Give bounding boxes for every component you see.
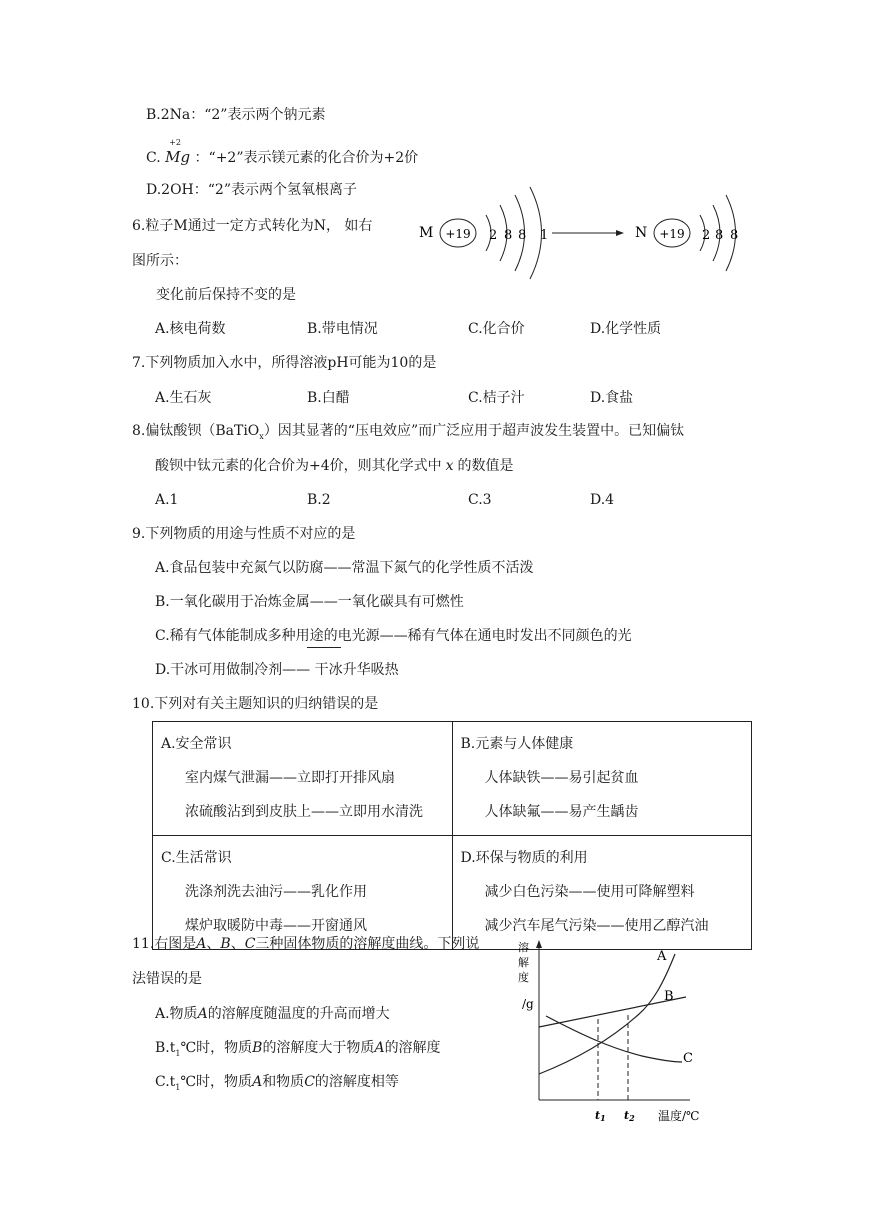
q10-cell-d-item-1: 减少白色污染——使用可降解塑料 <box>484 884 695 900</box>
x-tick-t1-sub: 1 <box>600 1113 606 1123</box>
q10-cell-a-item-2: 浓硫酸沾到到皮肤上——立即用水清洗 <box>185 804 423 820</box>
m-shell-electrons-4: 1 <box>540 228 549 243</box>
q11-option-c <box>155 1072 399 1098</box>
q6-option-b: B.带电情况 <box>307 321 378 337</box>
q6-option-d: D.化学性质 <box>590 321 662 337</box>
q10-cell-c-title: C.生活常识 <box>161 850 232 866</box>
curve-a <box>539 954 675 1074</box>
q11-stem-line1-b: 三种固体物质的溶解度曲线。下列说 <box>255 936 480 952</box>
q11-sep-1: 、 <box>206 936 221 952</box>
m-shell-electrons-2: 8 <box>504 228 513 243</box>
q5-option-d: D.2OH：“2”表示两个氢氧根离子 <box>146 182 357 198</box>
q9-stem: 9.下列物质的用途与性质不对应的是 <box>132 526 356 542</box>
m-shell-electrons-3: 8 <box>518 228 527 243</box>
m-nucleus-charge: +19 <box>445 227 471 241</box>
q11-b-pre: B.t <box>155 1040 176 1056</box>
q9-option-a: A.食品包装中充氮气以防腐——常温下氮气的化学性质不活泼 <box>155 560 534 576</box>
q5-option-b: B.2Na：“2”表示两个钠元素 <box>146 107 326 123</box>
q11-a-post: 的溶解度随温度的升高而增大 <box>207 1006 390 1022</box>
q11-option-b <box>155 1038 441 1064</box>
q7-stem: 7.下列物质加入水中，所得溶液pH可能为10的是 <box>132 355 437 371</box>
q11-stem-line1 <box>132 934 479 954</box>
q10-cell-b-item-2: 人体缺氟——易产生龋齿 <box>484 804 639 820</box>
q8-variable-x: x <box>445 458 454 474</box>
q9-underline-mark <box>307 647 341 648</box>
y-axis-label-char-2: 解 <box>518 956 529 969</box>
q7-option-b: B.白醋 <box>307 390 350 406</box>
x-tick-t2 <box>624 1109 635 1123</box>
q11-c-mid2: 和物质 <box>262 1074 305 1090</box>
x-tick-t1 <box>595 1109 606 1123</box>
q11-b-var-2: A <box>374 1040 385 1056</box>
n-shell-electrons-2: 8 <box>715 228 724 243</box>
q11-stem-line1-a: 11.右图是 <box>132 936 197 952</box>
y-axis-label-unit: /g <box>522 997 534 1011</box>
q9-option-d: D.干冰可用做制冷剂—— 干冰升华吸热 <box>155 662 399 678</box>
q11-sep-2: 、 <box>230 936 245 952</box>
q11-option-a <box>155 1004 390 1024</box>
atom-structure-diagram <box>410 186 750 282</box>
q11-a-pre: A.物质 <box>155 1006 198 1022</box>
q8-stem-line2-a: 酸钡中钛元素的化合价为+4价，则其化学式中 <box>155 458 442 474</box>
q6-stem-line1: 6.粒子M通过一定方式转化为N， 如右 <box>132 218 373 234</box>
m-label: M <box>419 225 434 241</box>
solubility-curve-chart <box>510 936 710 1128</box>
mg-valence-superscript: +2 <box>169 138 181 147</box>
q9-option-b: B.一氧化碳用于冶炼金属——一氧化碳具有可燃性 <box>155 594 464 610</box>
q8-stem-line1 <box>132 421 684 447</box>
curve-c <box>546 1016 682 1062</box>
q5-option-c-prefix: C. <box>146 150 161 166</box>
q10-cell-d-item-2: 减少汽车尾气污染——使用乙醇汽油 <box>484 918 709 934</box>
q10-cell-d-title: D.环保与物质的利用 <box>460 850 588 866</box>
curve-a-label: A <box>657 949 667 964</box>
q5-option-c <box>146 138 419 168</box>
q6-stem-line3: 变化前后保持不变的是 <box>156 287 296 303</box>
q10-cell-a <box>153 722 453 836</box>
y-axis-label-char-1: 溶 <box>518 941 529 954</box>
q11-stem-line2: 法错误的是 <box>132 971 202 987</box>
q10-cell-d <box>452 836 752 950</box>
q11-b-sub: 1 <box>175 1048 181 1058</box>
q10-cell-c <box>153 836 453 950</box>
q7-option-c: C.桔子汁 <box>468 390 525 406</box>
q7-option-d: D.食盐 <box>590 390 634 406</box>
q10-cell-a-title: A.安全常识 <box>161 736 232 752</box>
q11-b-mid: ℃时，物质 <box>180 1040 253 1056</box>
q10-cell-b-title: B.元素与人体健康 <box>460 736 574 752</box>
curve-c-label: C <box>683 1051 693 1066</box>
q10-stem: 10.下列对有关主题知识的归纳错误的是 <box>132 696 379 712</box>
transform-arrow-head <box>616 230 624 236</box>
q10-cell-b-item-1: 人体缺铁——易引起贫血 <box>484 770 639 786</box>
q10-knowledge-table <box>152 721 752 950</box>
q8-stem-line2-b: 的数值是 <box>457 458 514 474</box>
q11-c-var-1: A <box>252 1074 263 1090</box>
q11-c-sub: 1 <box>175 1082 181 1092</box>
q11-var-b: B <box>220 936 231 952</box>
x-tick-t2-sub: 2 <box>629 1113 635 1123</box>
n-nucleus-charge: +19 <box>659 227 685 241</box>
q8-stem-line2 <box>155 456 514 476</box>
q11-var-a: A <box>196 936 207 952</box>
q11-c-mid: ℃时，物质 <box>180 1074 253 1090</box>
n-shell-electrons-3: 8 <box>730 228 739 243</box>
mg-symbol: Mg <box>165 148 191 166</box>
q11-var-c: C <box>244 936 256 952</box>
q6-stem-line2: 图所示： <box>132 253 188 269</box>
q11-b-post: 的溶解度 <box>384 1040 441 1056</box>
q5-option-c-text: ：“+2”表示镁元素的化合价为+2价 <box>194 150 419 166</box>
q6-option-a: A.核电荷数 <box>155 321 226 337</box>
q10-cell-b <box>452 722 752 836</box>
q10-cell-c-item-2: 煤炉取暖防中毒——开窗通风 <box>185 918 367 934</box>
q8-option-b: B.2 <box>307 492 331 508</box>
q6-option-c: C.化合价 <box>468 321 525 337</box>
x-tick-t2-main: t <box>624 1109 630 1122</box>
x-axis-label: 温度/℃ <box>658 1109 700 1123</box>
q11-c-var-2: C <box>304 1074 315 1090</box>
y-axis-label-char-3: 度 <box>518 971 529 984</box>
x-tick-t1-main: t <box>595 1109 601 1122</box>
q11-c-pre: C.t <box>155 1074 176 1090</box>
n-shell-electrons-1: 2 <box>702 228 711 243</box>
q11-b-mid2: 的溶解度大于物质 <box>262 1040 375 1056</box>
q8-stem-line1-a: 8.偏钛酸钡（BaTiO <box>132 423 260 439</box>
q8-option-d: D.4 <box>590 492 615 508</box>
q8-subscript-x: x <box>259 431 264 441</box>
q8-option-c: C.3 <box>468 492 492 508</box>
q11-c-post: 的溶解度相等 <box>314 1074 399 1090</box>
q10-cell-c-item-1: 洗涤剂洗去油污——乳化作用 <box>185 884 367 900</box>
curve-b-label: B <box>664 989 674 1004</box>
n-label: N <box>635 225 648 241</box>
q7-option-a: A.生石灰 <box>155 390 212 406</box>
q11-a-var: A <box>197 1006 208 1022</box>
q9-option-c: C.稀有气体能制成多种用途的电光源——稀有气体在通电时发出不同颜色的光 <box>155 628 632 644</box>
q11-b-var-1: B <box>252 1040 263 1056</box>
y-axis-arrow <box>536 940 542 948</box>
q8-stem-line1-b: ）因其显著的“压电效应”而广泛应用于超声波发生装置中。已知偏钛 <box>263 423 685 439</box>
m-shell-electrons-1: 2 <box>489 228 498 243</box>
q10-cell-a-item-1: 室内煤气泄漏——立即打开排风扇 <box>185 770 395 786</box>
q8-option-a: A.1 <box>155 492 179 508</box>
